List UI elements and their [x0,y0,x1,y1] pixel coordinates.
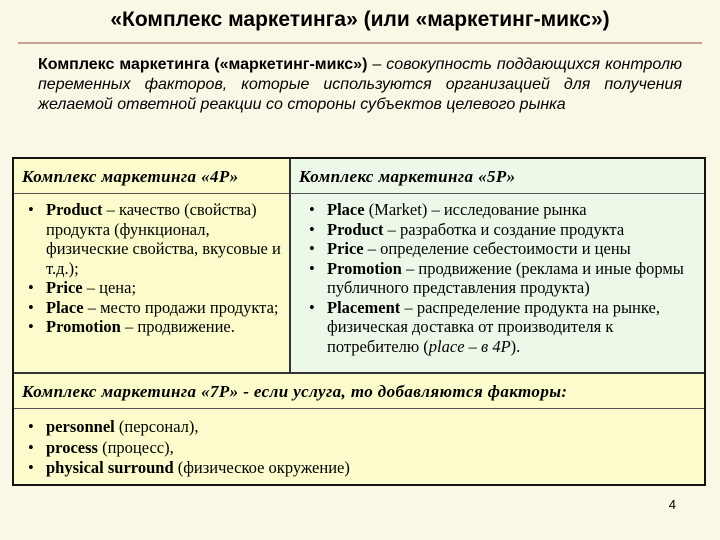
list-item [305,298,700,357]
item-term: Placement [327,297,401,317]
bullet-icon: • [28,317,34,336]
definition-body: поддающихся контролю переменных факторов, которые используются организацией для получения желаемой ответной реакции со стороны субъектов целевого рынка [38,56,683,113]
item-text: – качество (свойства) продукта (функционал, физические свойства, вкусовые и т.д.); [46,200,281,278]
slide-title: «Комплекс маркетинга» (или «маркетинг-микс») [110,8,610,31]
bullet-icon: • [28,297,34,317]
item-term: Place [327,200,365,219]
item-text: – продвижение (реклама и иные формы публичного представления продукта) [327,258,684,297]
list-item [305,220,700,240]
definition-term: Комплекс маркетинга («маркетинг-микс») [38,56,368,73]
item-text: – распределение продукта на рынке, физическая доставка от производителя к потребителю ( [327,297,660,356]
bullet-icon: • [309,258,315,278]
item-text: (персонал), [114,417,199,436]
item-text: (процесс), [97,437,174,457]
list-item [24,458,700,479]
mix-4p-list [14,194,289,337]
definition-paragraph [38,55,682,115]
item-term: Price [46,278,83,297]
list-item [24,438,700,459]
bullet-icon: • [28,458,34,477]
item-term: Place [46,297,84,317]
list-item [24,278,285,298]
bullet-icon: • [28,437,34,457]
list-item [24,417,700,438]
item-term: Promotion [327,258,402,278]
item-term: process [46,437,98,457]
mix-4p-cell [14,159,291,372]
item-term: Product [327,219,384,239]
list-item [24,317,285,337]
bullet-icon: • [28,278,34,297]
list-item [24,298,285,318]
mix-5p-cell [291,159,704,372]
item-text: – определение себестоимости и цены [363,239,631,258]
item-text: (физическое окружение) [173,458,350,477]
placement-note: place – в 4P [428,336,511,356]
bullet-icon: • [309,219,315,239]
item-term: Price [327,239,364,258]
item-text: – цена; [82,278,137,297]
list-item [24,200,285,278]
item-text: – продвижение. [120,317,235,336]
marketing-mix-table [12,157,706,486]
definition-rest-line1: совокупность [386,56,492,73]
item-term: Promotion [46,317,121,336]
mix-5p-list [291,194,704,356]
item-text: (Market) – исследование рынка [364,200,587,219]
item-text: – разработка и создание продукта [383,219,625,239]
list-item [305,239,700,259]
bullet-icon: • [309,297,315,317]
bullet-icon: • [28,200,34,219]
item-term: Product [46,200,103,219]
list-item [305,259,700,298]
bullet-icon: • [309,200,315,219]
mix-4p-heading: Комплекс маркетинга «4Р» [14,159,289,194]
bullet-icon: • [309,239,315,258]
mix-7p-cell [14,372,704,484]
mix-7p-list [14,409,704,479]
item-term: physical surround [46,458,174,477]
mix-7p-heading: Комплекс маркетинга «7Р» - если услуга, то добавляются факторы: [14,374,704,409]
placement-end: ). [510,336,521,356]
item-text: – место продажи продукта; [83,297,279,317]
page-number: 4 [668,497,676,512]
definition-dash: – [367,56,387,73]
title-divider [18,42,702,44]
mix-5p-heading: Комплекс маркетинга «5Р» [291,159,704,194]
item-term: personnel [46,417,115,436]
list-item [305,200,700,220]
bullet-icon: • [28,417,34,436]
